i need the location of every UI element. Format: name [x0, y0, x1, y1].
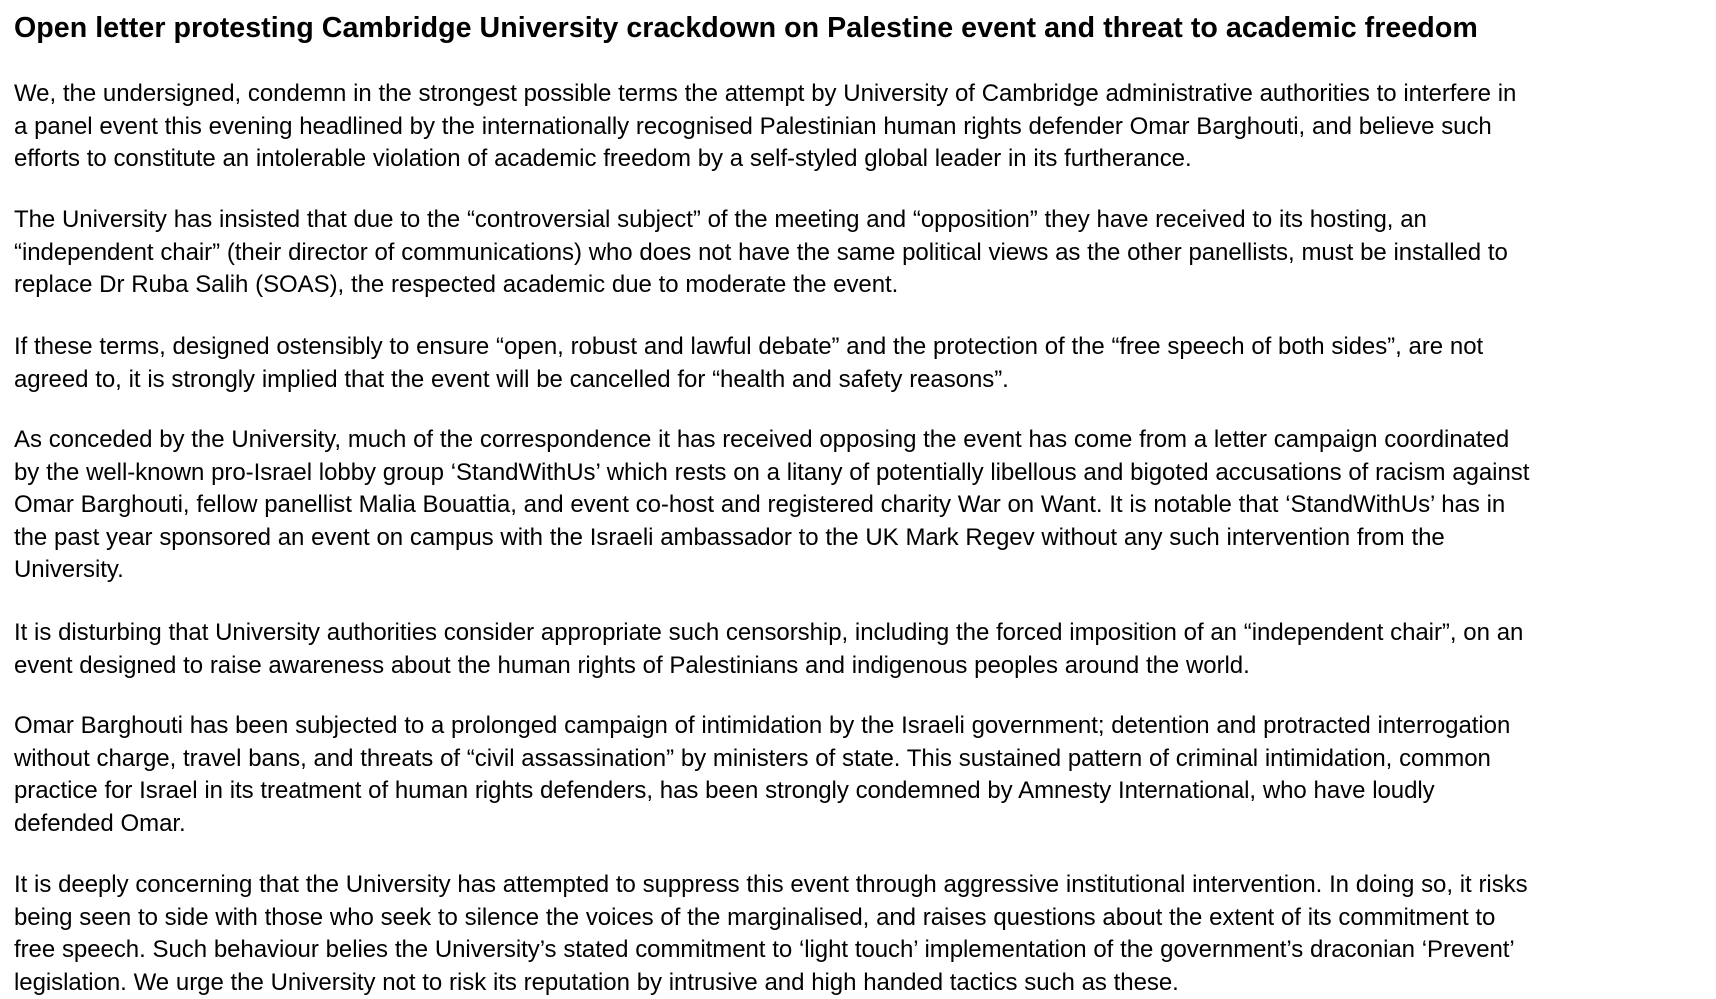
paragraph-6-line-2: without charge, travel bans, and threats of “civil assassination” by ministers of state. This sustained pattern of criminal intimidation, common	[14, 743, 1510, 776]
paragraph-7-line-1: It is deeply concerning that the University has attempted to suppress this event through aggressive institutional intervention. In doing so, it risks	[14, 869, 1528, 902]
paragraph-2-line-3: replace Dr Ruba Salih (SOAS), the respected academic due to moderate the event.	[14, 269, 1508, 302]
paragraph-1-line-3: efforts to constitute an intolerable violation of academic freedom by a self-styled global leader in its furtherance.	[14, 143, 1516, 176]
paragraph-5	[14, 617, 1523, 682]
paragraph-4-line-4: the past year sponsored an event on campus with the Israeli ambassador to the UK Mark Regev without any such intervention from the	[14, 522, 1529, 555]
open-letter-document	[14, 0, 1714, 46]
paragraph-5-line-1: It is disturbing that University authorities consider appropriate such censorship, including the forced imposition of an “independent chair”, on an	[14, 617, 1523, 650]
paragraph-1-line-1: We, the undersigned, condemn in the strongest possible terms the attempt by University of Cambridge administrative authorities to interfere in	[14, 78, 1516, 111]
paragraph-1	[14, 78, 1516, 176]
paragraph-1-line-2: a panel event this evening headlined by the internationally recognised Palestinian human rights defender Omar Barghouti, and believe such	[14, 111, 1516, 144]
paragraph-7-line-2: being seen to side with those who seek to silence the voices of the marginalised, and raises questions about the extent of its commitment to	[14, 902, 1528, 935]
paragraph-2	[14, 204, 1508, 302]
paragraph-3-line-2: agreed to, it is strongly implied that the event will be cancelled for “health and safety reasons”.	[14, 364, 1483, 397]
paragraph-6-line-3: practice for Israel in its treatment of human rights defenders, has been strongly condemned by Amnesty International, who have loudly	[14, 775, 1510, 808]
paragraph-3	[14, 331, 1483, 396]
paragraph-4-line-5: University.	[14, 554, 1529, 587]
paragraph-2-line-2: “independent chair” (their director of communications) who does not have the same political views as the other panellists, must be installed to	[14, 237, 1508, 270]
paragraph-4-line-2: by the well-known pro-Israel lobby group ‘StandWithUs’ which rests on a litany of potentially libellous and bigoted accusations of racism against	[14, 457, 1529, 490]
paragraph-7	[14, 869, 1528, 999]
paragraph-4-line-3: Omar Barghouti, fellow panellist Malia Bouattia, and event co-host and registered charity War on Want. It is notable that ‘StandWithUs’ has in	[14, 489, 1529, 522]
paragraph-6	[14, 710, 1510, 840]
paragraph-2-line-1: The University has insisted that due to the “controversial subject” of the meeting and “opposition” they have received to its hosting, an	[14, 204, 1508, 237]
paragraph-7-line-3: free speech. Such behaviour belies the University’s stated commitment to ‘light touch’ implementation of the government’s draconian ‘Prevent’	[14, 934, 1528, 967]
paragraph-6-line-4: defended Omar.	[14, 808, 1510, 841]
paragraph-4	[14, 424, 1529, 587]
paragraph-4-line-1: As conceded by the University, much of the correspondence it has received opposing the event has come from a letter campaign coordinated	[14, 424, 1529, 457]
paragraph-6-line-1: Omar Barghouti has been subjected to a prolonged campaign of intimidation by the Israeli government; detention and protracted interrogation	[14, 710, 1510, 743]
letter-title: Open letter protesting Cambridge University crackdown on Palestine event and threat to academic freedom	[14, 10, 1714, 46]
paragraph-5-line-2: event designed to raise awareness about the human rights of Palestinians and indigenous peoples around the world.	[14, 650, 1523, 683]
paragraph-3-line-1: If these terms, designed ostensibly to ensure “open, robust and lawful debate” and the protection of the “free speech of both sides”, are not	[14, 331, 1483, 364]
paragraph-7-line-4: legislation. We urge the University not to risk its reputation by intrusive and high handed tactics such as these.	[14, 967, 1528, 999]
